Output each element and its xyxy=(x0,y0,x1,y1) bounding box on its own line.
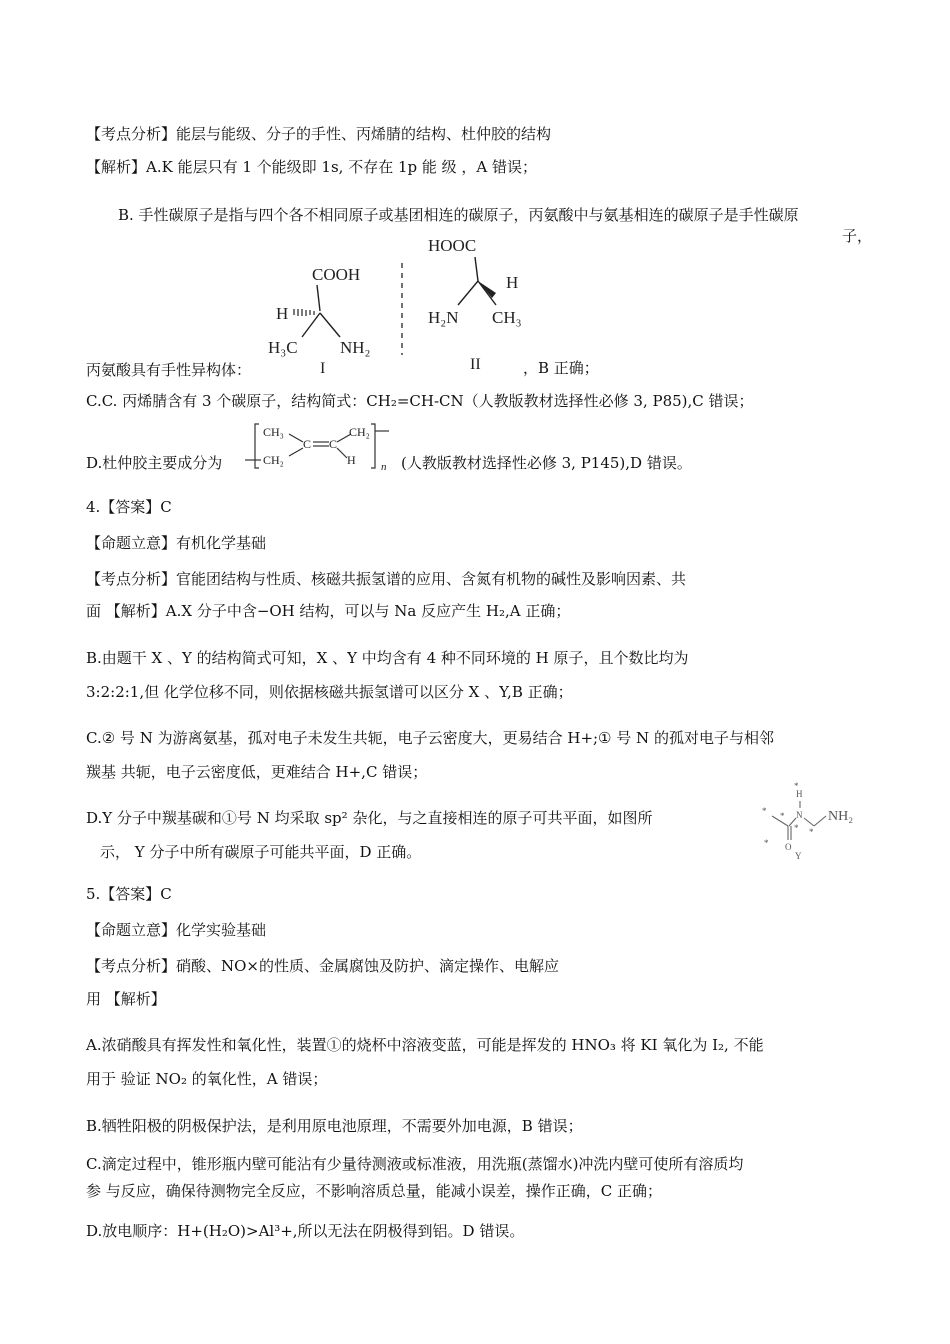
q4-c1: C.② 号 N 为游离氨基，孤对电子未发生共轭，电子云密度大，更易结合 H+;① 号 N 的孤对电子与相邻 xyxy=(86,729,774,747)
q5-kaodian1: 【考点分析】硝酸、NO×的性质、金属腐蚀及防护、滴定操作、电解应 xyxy=(86,957,559,975)
q4-answer: 4.【答案】C xyxy=(86,498,172,516)
q3-b-tail: ，B 正确； xyxy=(523,359,599,377)
y-nh2: NH₂ xyxy=(828,809,854,824)
y-star-3: * xyxy=(780,811,785,821)
q3-jiexi-a: 【解析】A.K 能层只有 1 个能级即 1s, 不存在 1p 能 级 ，A 错误； xyxy=(86,158,538,176)
q4-kaodian2: 面 【解析】A.X 分子中含−OH 结构，可以与 Na 反应产生 H₂,A 正确； xyxy=(86,602,571,620)
q4-b1: B.由题干 X 、Y 的结构简式可知，X 、Y 中均含有 4 种不同环境的 H 原子，且个数比均为 xyxy=(86,649,689,667)
q5-mingti: 【命题立意】化学实验基础 xyxy=(86,921,267,939)
y-star-6: * xyxy=(764,838,769,848)
y-o: O xyxy=(785,842,792,852)
q3-b-line2: 子， xyxy=(842,227,873,245)
q3-b-line1: B. 手性碳原子是指与四个各不相同原子或基团相连的碳原子，丙氨酸中与氨基相连的碳原子是手性碳原 xyxy=(118,206,799,224)
gutta-h: H xyxy=(347,453,356,467)
q5-a1: A.浓硝酸具有挥发性和氧化性，装置①的烧杯中溶液变蓝，可能是挥发的 HNO₃ 将 KI 氧化为 I₂, 不能 xyxy=(86,1036,764,1054)
q3-b-line3: 丙氨酸具有手性异构体： xyxy=(86,361,252,379)
gutta-c1: C xyxy=(303,437,312,451)
y-n: N xyxy=(796,810,803,820)
mol1-h: H xyxy=(276,304,289,323)
mol1-cooh: COOH xyxy=(312,265,361,284)
q4-mingti: 【命题立意】有机化学基础 xyxy=(86,534,267,552)
q5-c1: C.滴定过程中，锥形瓶内壁可能沾有少量待测液或标准液，用洗瓶(蒸馏水)冲洗内壁可使所有溶质均 xyxy=(86,1155,744,1173)
q4-c2: 羰基 共轭，电子云密度低，更难结合 H+,C 错误； xyxy=(86,763,428,781)
gutta-n: n xyxy=(381,461,387,473)
gutta-ch2a: CH₂ xyxy=(349,425,370,439)
y-label: Y xyxy=(795,851,802,861)
q5-d: D.放电顺序：H+(H₂O)>Al³+,所以无法在阴极得到铝。D 错误。 xyxy=(86,1222,525,1240)
y-h: H xyxy=(796,789,803,799)
q4-d1: D.Y 分子中羰基碳和①号 N 均采取 sp² 杂化，与之直接相连的原子可共平面，如图所 xyxy=(86,809,653,827)
q3-d-suffix: (人教版教材选择性必修 3, P145),D 错误。 xyxy=(401,454,692,472)
q5-kaodian2: 用 【解析】 xyxy=(86,990,166,1008)
y-star-2: * xyxy=(762,806,767,816)
mol2-label: II xyxy=(470,356,481,373)
q5-c2: 参 与反应，确保待测物完全反应，不影响溶质总量，能减小误差，操作正确，C 正确； xyxy=(86,1182,663,1200)
y-star-5: * xyxy=(809,827,814,837)
mol2-ch3: CH₃ xyxy=(492,308,522,327)
y-molecule-figure xyxy=(756,778,868,862)
q3-c-line: C.C. 丙烯腈含有 3 个碳原子，结构简式：CH₂=CH-CN（人教版教材选择性必修 3, P85),C 错误； xyxy=(86,392,754,410)
mol1-nh2: NH₂ xyxy=(340,338,371,357)
gutta-ch2b: CH₂ xyxy=(263,453,284,467)
mol1-label: I xyxy=(320,360,326,377)
q5-answer: 5.【答案】C xyxy=(86,885,172,903)
y-star-4: * xyxy=(794,823,799,833)
alanine-enantiomers-figure xyxy=(260,235,560,385)
q5-a2: 用于 验证 NO₂ 的氧化性，A 错误； xyxy=(86,1070,328,1088)
q4-b2: 3:2:2:1,但 化学位移不同，则依据核磁共振氢谱可以区分 X 、Y,B 正确； xyxy=(86,683,573,701)
q5-b: B.牺牲阳极的阴极保护法，是利用原电池原理，不需要外加电源，B 错误； xyxy=(86,1117,583,1135)
mol2-h: H xyxy=(506,273,519,292)
gutta-ch3: CH₃ xyxy=(263,425,284,439)
gutta-percha-structure xyxy=(243,418,401,476)
q4-kaodian1: 【考点分析】官能团结构与性质、核磁共振氢谱的应用、含氮有机物的碱性及影响因素、共 xyxy=(86,570,687,588)
mol2-h2n: H₂N xyxy=(428,308,459,327)
q4-d2: 示， Y 分子中所有碳原子可能共平面，D 正确。 xyxy=(100,843,422,861)
q3-kaodian: 【考点分析】能层与能级、分子的手性、丙烯腈的结构、杜仲胶的结构 xyxy=(86,125,552,143)
gutta-c2: C xyxy=(329,437,338,451)
mol2-hooc: HOOC xyxy=(428,236,477,255)
y-star-1: * xyxy=(794,781,799,791)
q3-d-prefix: D.杜仲胶主要成分为 xyxy=(86,454,223,472)
mol1-h3c: H₃C xyxy=(268,338,298,357)
